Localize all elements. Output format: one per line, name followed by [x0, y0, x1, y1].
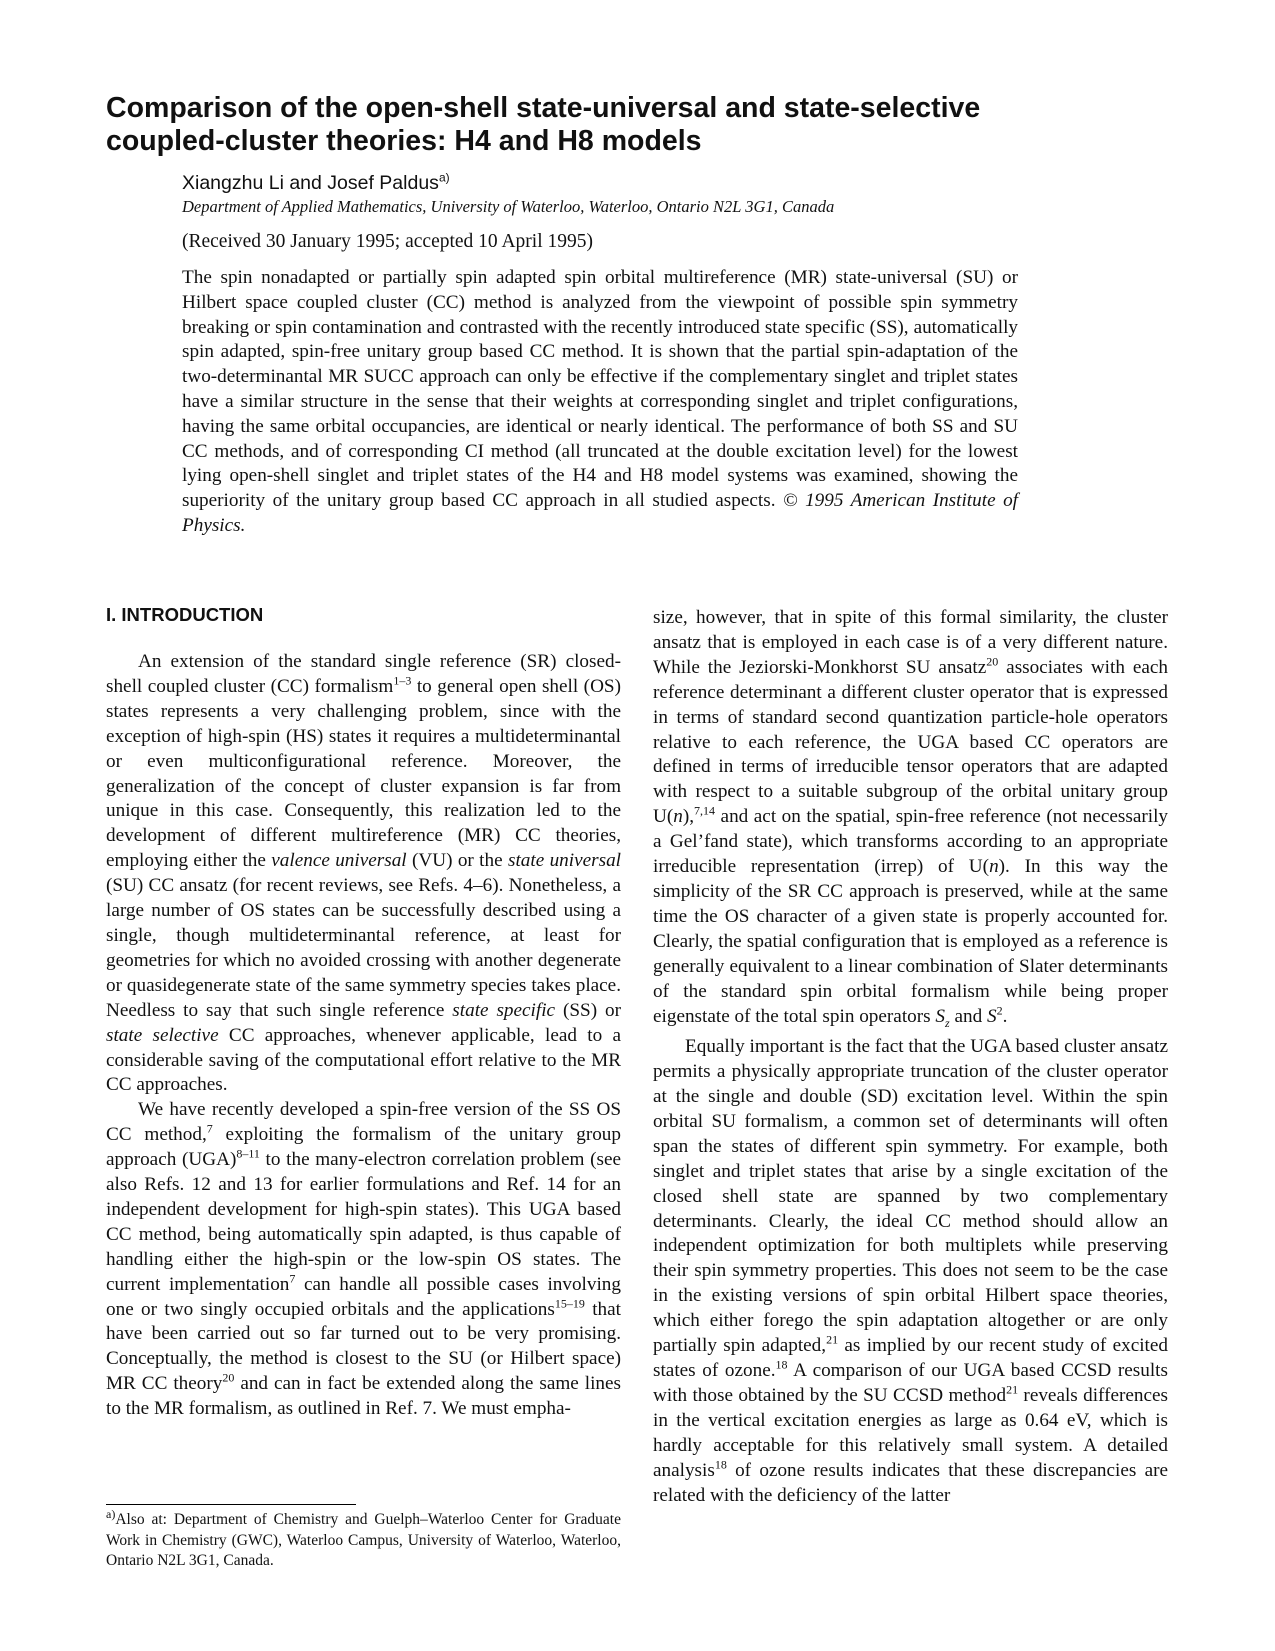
footnote-rule: [106, 1504, 356, 1505]
footnote: [106, 1506, 621, 1572]
abstract: [182, 266, 1018, 539]
right-column: [653, 606, 1168, 1508]
affiliation: Department of Applied Mathematics, University of Waterloo, Waterloo, Ontario N2L 3G1, Canada: [182, 197, 835, 216]
abstract-text: The spin nonadapted or partially spin adapted spin orbital multireference (MR) state-universal (SU) or Hilbert space coupled cluster (CC) method is analyzed from the viewpoint of possible spin symmetry breaking or spin contamination and contrasted with the recently introduced state specific (SS), automatically spin adapted, spin-free unitary group based CC method. It is shown that the partial spin-adaptation of the two-determinantal MR SUCC approach can only be effective if the complementary singlet and triplet states have a similar structure in the sense that their weights at corresponding singlet and triplet configurations, having the same orbital occupancies, are identical or nearly identical. The performance of both SS and SU CC methods, and of corresponding CI method (all truncated at the double excitation level) for the lowest lying open-shell singlet and triplet states of the H4 and H8 model systems was examined, showing the superiority of the unitary group based CC approach in all studied aspects.: [182, 267, 1018, 512]
footnote-mark: a): [106, 1506, 116, 1521]
paragraph: An extension of the standard single reference (SR) closed-shell coupled cluster (CC) formalism$^{1-3}$ to general open shell (OS) states represents a very challenging problem, since with the exception of high-spin (HS) states it requires a multideterminantal or even multiconfigurational reference. Moreover, the generalization of the concept of cluster expansion is far from unique in this case. Consequently, this realization led to the development of different multireference (MR) CC theories, employing either the valence universal (VU) or the state universal (SU) CC ansatz (for recent reviews, see Refs. 4–6). Nonetheless, a large number of OS states can be successfully described using a single, though multideterminantal reference, at least for geometries for which no avoided crossing with another degenerate or quasidegenerate state of the same symmetry species takes place. Needless to say that such single reference state specific (SS) or state selective CC approaches, whenever applicable, lead to a considerable saving of the computational effort relative to the MR CC approaches.: [106, 651, 621, 1096]
left-column: [106, 650, 621, 1422]
paper-title: Comparison of the open-shell state-universal and state-selective coupled-cluster theories: H4 and H8 models: [106, 92, 981, 157]
received-date: (Received 30 January 1995; accepted 10 April 1995): [182, 231, 593, 252]
paragraph: Equally important is the fact that the UGA based cluster ansatz permits a physically appropriate truncation of the cluster operator at the single and double (SD) excitation level. Within the spin orbital SU formalism, a common set of determinants will often span the states of different spin symmetry. For example, both singlet and triplet states that arise by a single excitation of the closed shell state are spanned by two complementary determinants. Clearly, the ideal CC method should allow an independent optimization for both multiplets while preserving their spin symmetry properties. This does not seem to be the case in the existing versions of spin orbital Hilbert space theories, which either forego the spin adaptation altogether or are only partially spin adapted,$^{21}$ as implied by our recent study of excited states of ozone.$^{18}$ A comparison of our UGA based CCSD results with those obtained by the SU CCSD method$^{21}$ reveals differences in the vertical excitation energies as large as 0.64 eV, which is hardly acceptable for this relatively small system. A detailed analysis$^{18}$ of ozone results indicates that these discrepancies are related with the deficiency of the latter: [653, 1036, 1168, 1506]
author-line: [182, 172, 450, 195]
section-heading: I. INTRODUCTION: [106, 604, 264, 625]
paragraph: size, however, that in spite of this formal similarity, the cluster ansatz that is employed in each case is of a very different nature. While the Jeziorski-Monkhorst SU ansatz$^{20}$ associates with each reference determinant a different cluster operator that is expressed in terms of standard second quantization particle-hole operators relative to each reference, the UGA based CC operators are defined in terms of irreducible tensor operators that are adapted with respect to a suitable subgroup of the orbital unitary group U(n),$^{7,14}$ and act on the spatial, spin-free reference (not necessarily a Gel’fand state), which transforms according to an appropriate irreducible representation (irrep) of U(n). In this way the simplicity of the SR CC approach is preserved, while at the same time the OS character of a given state is properly accounted for. Clearly, the spatial configuration that is employed as a reference is generally equivalent to a linear combination of Slater determinants of the standard spin orbital formalism while being proper eigenstate of the total spin operators $S_z$ and $S^2$.: [653, 607, 1168, 1030]
author-footnote-mark: a): [438, 170, 450, 185]
footnote-text: Also at: Department of Chemistry and Guelph–Waterloo Center for Graduate Work in Chemistry (GWC), Waterloo Campus, University of Waterloo, Waterloo, Ontario N2L 3G1, Canada.: [106, 1511, 621, 1569]
abstract-copyright: © 1995 American Institute of Physics.: [182, 490, 1019, 536]
paragraph: We have recently developed a spin-free version of the SS OS CC method,$^7$ exploiting the formalism of the unitary group approach (UGA)$^{8-11}$ to the many-electron correlation problem (see also Refs. 12 and 13 for earlier formulations and Ref. 14 for an independent development for high-spin states). This UGA based CC method, being automatically spin adapted, is thus capable of handling either the high-spin or the low-spin OS states. The current implementation$^7$ can handle all possible cases involving one or two singly occupied orbitals and the applications$^{15-19}$ that have been carried out so far turned out to be very promising. Conceptually, the method is closest to the SU (or Hilbert space) MR CC theory$^{20}$ and can in fact be extended along the same lines to the MR formalism, as outlined in Ref. 7. We must empha-: [106, 1099, 621, 1420]
authors: Xiangzhu Li and Josef Paldus: [182, 172, 439, 194]
